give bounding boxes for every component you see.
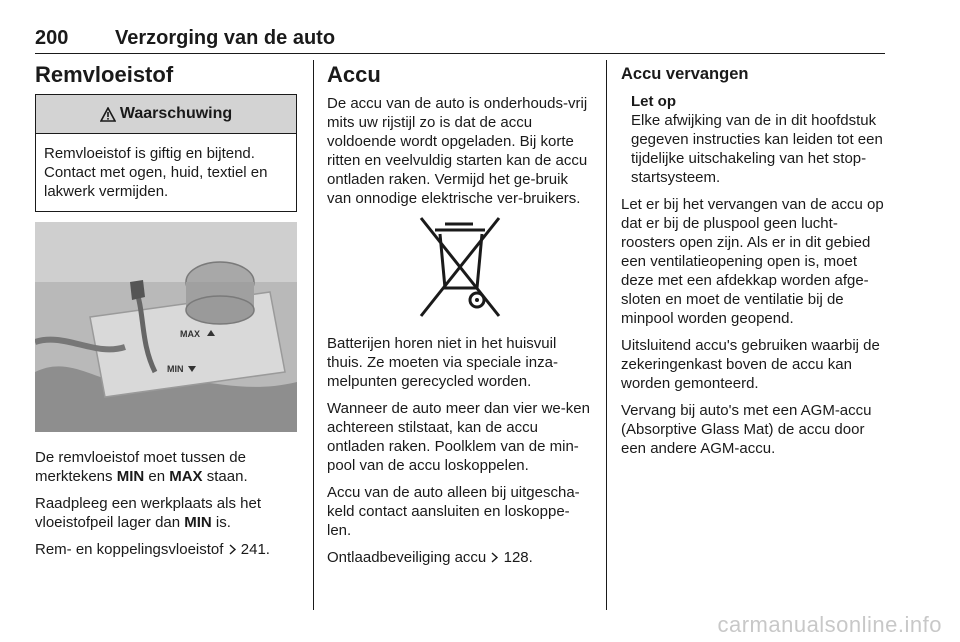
page-reference-icon [490,552,499,563]
paragraph-fuse-box: Uitsluitend accu's gebruiken waarbij de zekeringenkast boven de accu kan worden gemonteerd. [621,337,880,392]
column-divider [313,60,314,610]
section-title-battery: Accu [327,62,381,87]
paragraph-cross-reference: Rem- en koppelingsvloeistof 241. [35,541,270,558]
paragraph-long-standstill: Wanneer de auto meer dan vier we-ken achtereen stilstaat, kan de accu ontladen raken. Poolklem van de min-pool van de accu loskoppelen. [327,400,590,474]
warning-text: Remvloeistof is giftig en bijtend. Contact met ogen, huid, textiel en lakwerk vermijden. [44,145,268,200]
note-box [621,92,886,187]
section-title-brake-fluid: Remvloeistof [35,62,174,87]
column-brake-fluid [35,60,297,567]
note-title: Let op [631,93,676,110]
brake-fluid-reservoir-photo [35,222,297,432]
warning-body [36,134,296,211]
column-battery-replacement [621,60,886,466]
page-reference-icon [228,544,237,555]
paragraph-agm: Vervang bij auto's met een AGM-accu (Absorptive Glass Mat) de accu door een andere AGM-accu. [621,402,872,457]
column-divider [606,60,607,610]
paragraph-discharge-protection: Ontlaadbeveiliging accu 128. [327,549,533,566]
warning-header [36,95,296,134]
warning-label: Waarschuwing [119,105,233,122]
page-number: 200 [35,27,69,49]
page-reference-link[interactable]: 128. [503,549,533,566]
watermark: carmanualsonline.info [717,612,942,637]
paragraph-workshop: Raadpleeg een werkplaats als het vloeistofpeil lager dan MIN is. [35,495,261,531]
min-mark-label: MIN [167,364,184,374]
note-text: Elke afwijking van de in dit hoofdstuk gegeven instructies kan leiden tot een tijdelijke uitschakeling van het stop- startsysteem. [631,112,883,186]
warning-box [35,94,297,212]
chapter-title: Verzorging van de auto [115,27,336,49]
paragraph-battery-intro: De accu van de auto is onderhouds-vrij mits uw rijstijl zo is dat de accu voldoende wordt opgeladen. Bij korte ritten en veelvuldig starten kan de accu ontladen raken. Vermijd het ge-bruik van onnodige elektrische ver-bruikers. [327,95,588,207]
page-reference-link[interactable]: 241. [240,541,270,558]
max-mark-label: MAX [180,329,200,339]
warning-triangle-icon [100,107,116,122]
page-header [35,27,885,54]
paragraph-ventilation: Let er bij het vervangen van de accu op dat er bij de pluspool geen lucht-roosters open zijn. Als er in dit gebied een ventilatieopening open is, moet deze met een afdekkap worden afge-sloten en moet de ventilatie bij de minpool worden geopend. [621,196,884,327]
paragraph-recycling: Batterijen horen niet in het huisvuil thuis. Ze moeten via speciale inza-melpunten gerecycled worden. [327,335,558,390]
paragraph-ignition-off: Accu van de auto alleen bij uitgescha-keld contact aansluiten en loskoppe-len. [327,484,580,539]
paragraph-min-max: De remvloeistof moet tussen de merktekens MIN en MAX staan. [35,449,248,485]
section-title-battery-replacement: Accu vervangen [621,65,749,83]
crossed-out-wheelie-bin-icon [415,216,505,320]
column-battery [327,60,592,575]
